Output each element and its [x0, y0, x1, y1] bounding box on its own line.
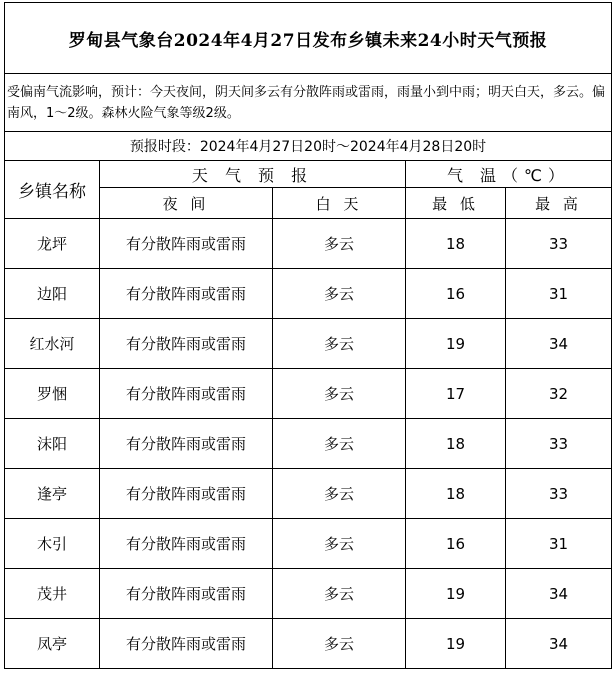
- town-cell: 罗悃: [5, 369, 100, 419]
- max-temp-cell: 34: [506, 569, 612, 619]
- night-weather-cell: 有分散阵雨或雷雨: [100, 369, 273, 419]
- forecast-summary: 受偏南气流影响，预计：今天夜间，阴天间多云有分散阵雨或雷雨，雨量小到中雨；明天白天，多云。偏南风，1～2级。森林火险气象等级2级。: [5, 74, 612, 132]
- day-weather-cell: 多云: [273, 619, 406, 669]
- max-temp-cell: 34: [506, 619, 612, 669]
- day-weather-cell: 多云: [273, 269, 406, 319]
- header-min: 最 低: [406, 188, 506, 219]
- min-temp-cell: 18: [406, 219, 506, 269]
- day-weather-cell: 多云: [273, 569, 406, 619]
- header-temp-group: 气 温（℃）: [406, 161, 612, 188]
- forecast-table: [4, 2, 612, 669]
- min-temp-cell: 19: [406, 569, 506, 619]
- min-temp-cell: 18: [406, 419, 506, 469]
- night-weather-cell: 有分散阵雨或雷雨: [100, 269, 273, 319]
- header-town: 乡镇名称: [5, 161, 100, 219]
- max-temp-cell: 33: [506, 469, 612, 519]
- town-cell: 龙坪: [5, 219, 100, 269]
- header-weather-group: 天 气 预 报: [100, 161, 406, 188]
- town-cell: 木引: [5, 519, 100, 569]
- town-cell: 边阳: [5, 269, 100, 319]
- table-row: [5, 569, 612, 619]
- town-cell: 茂井: [5, 569, 100, 619]
- night-weather-cell: 有分散阵雨或雷雨: [100, 319, 273, 369]
- min-temp-cell: 17: [406, 369, 506, 419]
- document-title: 罗甸县气象台2024年4月27日发布乡镇未来24小时天气预报: [5, 3, 612, 74]
- header-max: 最 高: [506, 188, 612, 219]
- max-temp-cell: 32: [506, 369, 612, 419]
- max-temp-cell: 33: [506, 219, 612, 269]
- table-row: [5, 319, 612, 369]
- min-temp-cell: 18: [406, 469, 506, 519]
- night-weather-cell: 有分散阵雨或雷雨: [100, 419, 273, 469]
- table-row: [5, 419, 612, 469]
- table-row: [5, 269, 612, 319]
- day-weather-cell: 多云: [273, 469, 406, 519]
- table-row: [5, 219, 612, 269]
- max-temp-cell: 33: [506, 419, 612, 469]
- table-row: [5, 369, 612, 419]
- max-temp-cell: 31: [506, 269, 612, 319]
- day-weather-cell: 多云: [273, 319, 406, 369]
- min-temp-cell: 16: [406, 269, 506, 319]
- night-weather-cell: 有分散阵雨或雷雨: [100, 619, 273, 669]
- night-weather-cell: 有分散阵雨或雷雨: [100, 219, 273, 269]
- night-weather-cell: 有分散阵雨或雷雨: [100, 569, 273, 619]
- night-weather-cell: 有分散阵雨或雷雨: [100, 469, 273, 519]
- table-row: [5, 619, 612, 669]
- header-day: 白 天: [273, 188, 406, 219]
- table-row: [5, 469, 612, 519]
- max-temp-cell: 31: [506, 519, 612, 569]
- day-weather-cell: 多云: [273, 519, 406, 569]
- max-temp-cell: 34: [506, 319, 612, 369]
- min-temp-cell: 19: [406, 619, 506, 669]
- table-row: [5, 519, 612, 569]
- day-weather-cell: 多云: [273, 419, 406, 469]
- header-night: 夜 间: [100, 188, 273, 219]
- town-cell: 沫阳: [5, 419, 100, 469]
- town-cell: 凤亭: [5, 619, 100, 669]
- forecast-period: 预报时段：2024年4月27日20时～2024年4月28日20时: [5, 132, 612, 161]
- min-temp-cell: 16: [406, 519, 506, 569]
- town-cell: 逢亭: [5, 469, 100, 519]
- day-weather-cell: 多云: [273, 219, 406, 269]
- day-weather-cell: 多云: [273, 369, 406, 419]
- min-temp-cell: 19: [406, 319, 506, 369]
- town-cell: 红水河: [5, 319, 100, 369]
- night-weather-cell: 有分散阵雨或雷雨: [100, 519, 273, 569]
